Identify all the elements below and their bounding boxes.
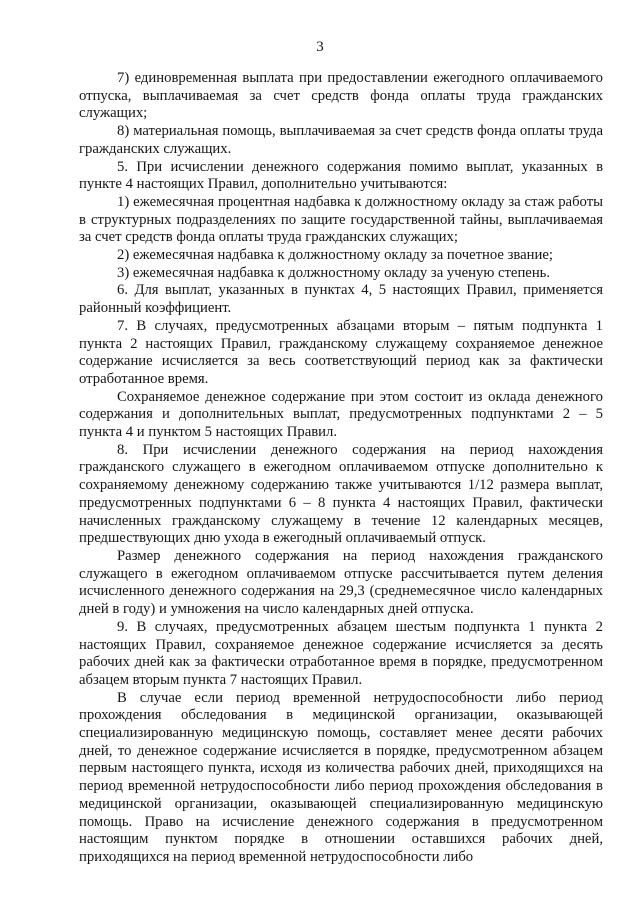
paragraph-clause-6: 6. Для выплат, указанных в пунктах 4, 5 настоящих Правил, применяется районный коэффициент. bbox=[79, 282, 603, 317]
paragraph-clause-5-item-1: 1) ежемесячная процентная надбавка к должностному окладу за стаж работы в структурных подразделениях по защите государственной тайны, выплачиваемая за счет средств фонда оплаты труда гражданских служащих; bbox=[79, 193, 603, 246]
paragraph-clause-5: 5. При исчислении денежного содержания помимо выплат, указанных в пункте 4 настоящих Правил, дополнительно учитываются: bbox=[79, 158, 603, 193]
paragraph-7-onetime-payment: 7) единовременная выплата при предоставлении ежегодного оплачиваемого отпуска, выплачиваемая за счет средств фонда оплаты труда гражданских служащих; bbox=[79, 70, 603, 122]
paragraph-clause-7: 7. В случаях, предусмотренных абзацами вторым – пятым подпункта 1 пункта 2 настоящих Правил, гражданскому служащему сохраняемое денежное содержание исчисляется за весь соответствующий период как за фактически отработанное время. bbox=[79, 317, 603, 387]
paragraph-clause-7-continued: Сохраняемое денежное содержание при этом состоит из оклада денежного содержания и дополнительных выплат, предусмотренных подпунктами 2 – 5 пункта 4 и пунктом 5 настоящих Правил. bbox=[79, 388, 603, 441]
document-body bbox=[79, 70, 603, 867]
paragraph-clause-8-continued: Размер денежного содержания на период нахождения гражданского служащего в ежегодном оплачиваемом отпуске рассчитывается путем деления исчисленного денежного содержания на 29,3 (среднемесячное число календарных дней в году) и умножения на число календарных дней отпуска. bbox=[79, 547, 603, 618]
paragraph-clause-8: 8. При исчислении денежного содержания на период нахождения гражданского служащего в ежегодном оплачиваемом отпуске дополнительно к сохраняемому денежному содержанию также учитываются 1/12 размера выплат, предусмотренных подпунктами 6 – 8 пункта 4 настоящих Правил, фактически начисленных гражданскому служащему в течение 12 календарных месяцев, предшествующих дню ухода в ежегодный оплачиваемый отпуск. bbox=[79, 441, 603, 547]
paragraph-clause-5-item-2: 2) ежемесячная надбавка к должностному окладу за почетное звание; bbox=[117, 247, 553, 264]
paragraph-8-material-aid: 8) материальная помощь, выплачиваемая за счет средств фонда оплаты труда гражданских служащих. bbox=[79, 123, 603, 157]
page-number: 3 bbox=[316, 39, 324, 55]
paragraph-clause-9-continued: В случае если период временной нетрудоспособности либо период прохождения обследования в медицинской организации, оказывающей специализированную медицинскую помощь, составляет менее десяти рабочих дней, то денежное содержание исчисляется в порядке, предусмотренном абзацем первым настоящего пункта, исходя из количества рабочих дней, приходящихся на период временной нетрудоспособности либо период прохождения обследования в медицинской организации, оказывающей специализированную медицинскую помощь. Право на исчисление денежного содержания в предусмотренном настоящим пунктом порядке в отношении оставшихся рабочих дней, приходящихся на период временной нетрудоспособности либо bbox=[79, 689, 603, 865]
paragraph-clause-9: 9. В случаях, предусмотренных абзацем шестым подпункта 1 пункта 2 настоящих Правил, сохраняемое денежное содержание исчисляется за десять рабочих дней как за фактически отработанное время в порядке, предусмотренном абзацем вторым пункта 7 настоящих Правил. bbox=[79, 618, 603, 688]
paragraph-clause-5-item-3: 3) ежемесячная надбавка к должностному окладу за ученую степень. bbox=[117, 264, 551, 281]
